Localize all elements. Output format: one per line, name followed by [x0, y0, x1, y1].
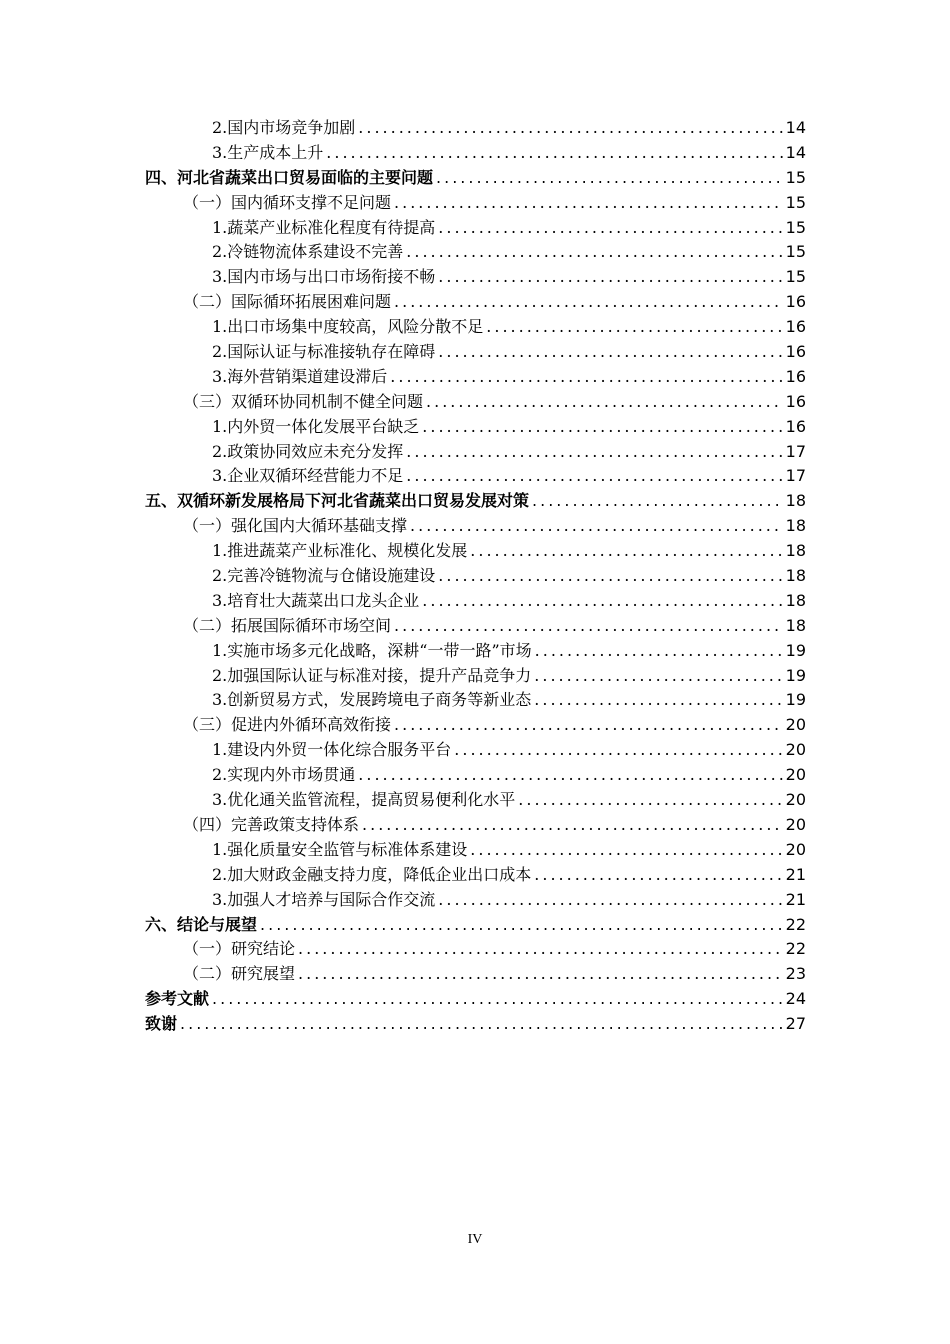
toc-entry-title: 2.完善冷链物流与仓储设施建设	[212, 566, 436, 586]
toc-entry-title: 2.实现内外市场贯通	[212, 765, 356, 785]
toc-entry-title: 3.培育壮大蔬菜出口龙头企业	[212, 590, 420, 610]
toc-entry-title: （三）促进内外循环高效衔接	[183, 715, 392, 735]
dot-leader	[326, 141, 782, 166]
dot-leader	[438, 265, 782, 290]
dot-leader	[394, 290, 783, 315]
toc-entry-page-number: 24	[785, 989, 806, 1009]
toc-entry-title: 1.蔬菜产业标准化程度有待提高	[212, 217, 436, 237]
toc-entry-title: 1.出口市场集中度较高，风险分散不足	[212, 317, 484, 337]
toc-entry[interactable]	[145, 763, 806, 788]
toc-entry-title: 六、结论与展望	[145, 914, 258, 934]
dot-leader	[534, 863, 782, 888]
toc-entry-title: 2.国内市场竞争加剧	[212, 118, 356, 137]
dot-leader	[534, 664, 782, 689]
toc-entry-page-number: 15	[785, 167, 806, 187]
dot-leader	[362, 813, 783, 838]
toc-entry-page-number: 16	[785, 342, 806, 362]
toc-entry-page-number: 21	[785, 864, 806, 884]
toc-entry[interactable]	[145, 340, 806, 365]
toc-entry-title: 2.政策协同效应未充分发挥	[212, 441, 404, 461]
toc-entry-title: （一）研究结论	[183, 939, 296, 959]
toc-entry-page-number: 14	[785, 142, 806, 162]
toc-entry-title: 五、双循环新发展格局下河北省蔬菜出口贸易发展对策	[145, 491, 530, 511]
dot-leader	[518, 788, 782, 813]
toc-entry-title: （四）完善政策支持体系	[183, 814, 360, 834]
toc-entry-title: 致谢	[145, 1014, 178, 1034]
toc-entry[interactable]	[145, 937, 806, 962]
toc-entry-page-number: 19	[785, 640, 806, 660]
toc-entry-title: 2.加大财政金融支持力度，降低企业出口成本	[212, 864, 532, 884]
toc-entry-title: 1.实施市场多元化战略，深耕“一带一路”市场	[212, 640, 532, 660]
toc-entry-page-number: 27	[785, 1014, 806, 1034]
dot-leader	[406, 240, 782, 265]
dot-leader	[298, 937, 783, 962]
toc-entry-page-number: 19	[785, 665, 806, 685]
toc-entry-title: （一）强化国内大循环基础支撑	[183, 516, 408, 536]
toc-entry[interactable]	[145, 888, 806, 913]
toc-entry-title: 1.推进蔬菜产业标准化、规模化发展	[212, 541, 468, 561]
toc-entry[interactable]	[145, 639, 806, 664]
toc-entry[interactable]	[145, 390, 806, 415]
toc-entry-page-number: 16	[785, 317, 806, 337]
toc-entry-page-number: 15	[785, 242, 806, 262]
toc-entry-title: 3.优化通关监管流程，提高贸易便利化水平	[212, 790, 516, 810]
toc-entry[interactable]	[145, 564, 806, 589]
dot-leader	[406, 440, 782, 465]
dot-leader	[486, 315, 782, 340]
dot-leader	[394, 713, 783, 738]
toc-entry-page-number: 18	[785, 615, 806, 635]
toc-entry-title: 1.建设内外贸一体化综合服务平台	[212, 740, 452, 760]
toc-entry-page-number: 17	[785, 441, 806, 461]
toc-entry-page-number: 18	[785, 491, 806, 511]
toc-entry[interactable]	[145, 913, 806, 938]
dot-leader	[422, 415, 782, 440]
table-of-contents	[145, 116, 806, 1037]
toc-entry[interactable]	[145, 315, 806, 340]
dot-leader	[394, 191, 783, 216]
toc-entry-page-number: 18	[785, 541, 806, 561]
toc-entry-page-number: 23	[785, 964, 806, 984]
toc-entry-page-number: 15	[785, 217, 806, 237]
toc-entry-page-number: 20	[785, 715, 806, 735]
dot-leader	[358, 116, 782, 141]
toc-entry[interactable]	[145, 514, 806, 539]
toc-entry[interactable]	[145, 713, 806, 738]
toc-entry-title: 3.国内市场与出口市场衔接不畅	[212, 267, 436, 287]
toc-entry[interactable]	[145, 813, 806, 838]
toc-entry[interactable]	[145, 265, 806, 290]
dot-leader	[535, 639, 783, 664]
toc-entry-page-number: 20	[785, 814, 806, 834]
toc-entry-title: 3.生产成本上升	[212, 142, 324, 162]
toc-entry-title: 1.内外贸一体化发展平台缺乏	[212, 416, 420, 436]
toc-entry[interactable]	[145, 614, 806, 639]
toc-entry[interactable]	[145, 838, 806, 863]
dot-leader	[534, 688, 782, 713]
dot-leader	[390, 365, 782, 390]
toc-entry-page-number: 15	[785, 267, 806, 287]
dot-leader	[436, 166, 783, 191]
dot-leader	[394, 614, 783, 639]
toc-entry[interactable]	[145, 191, 806, 216]
toc-entry-page-number: 17	[785, 466, 806, 486]
dot-leader	[532, 489, 783, 514]
toc-entry[interactable]	[145, 987, 806, 1012]
toc-entry-title: （二）拓展国际循环市场空间	[183, 615, 392, 635]
toc-entry[interactable]	[145, 863, 806, 888]
dot-leader	[438, 888, 782, 913]
toc-entry[interactable]	[145, 290, 806, 315]
toc-entry-title: 参考文献	[145, 989, 210, 1009]
toc-entry-page-number: 16	[785, 366, 806, 386]
toc-entry-title: 2.冷链物流体系建设不完善	[212, 242, 404, 262]
toc-entry[interactable]	[145, 962, 806, 987]
toc-entry-title: 2.国际认证与标准接轨存在障碍	[212, 342, 436, 362]
dot-leader	[298, 962, 783, 987]
toc-entry-title: 3.创新贸易方式，发展跨境电子商务等新业态	[212, 690, 532, 710]
toc-entry[interactable]	[145, 664, 806, 689]
toc-entry-page-number: 20	[785, 790, 806, 810]
dot-leader	[426, 390, 783, 415]
toc-entry-page-number: 19	[785, 690, 806, 710]
toc-entry[interactable]	[145, 365, 806, 390]
toc-entry-page-number: 22	[785, 914, 806, 934]
toc-entry-page-number: 22	[785, 939, 806, 959]
dot-leader	[454, 738, 782, 763]
toc-entry-page-number: 20	[785, 740, 806, 760]
toc-entry-page-number: 16	[785, 391, 806, 411]
dot-leader	[438, 340, 782, 365]
toc-entry-title: 四、河北省蔬菜出口贸易面临的主要问题	[145, 167, 434, 187]
toc-entry-title: （一）国内循环支撑不足问题	[183, 192, 392, 212]
toc-entry[interactable]	[145, 141, 806, 166]
toc-entry-title: 2.加强国际认证与标准对接，提升产品竞争力	[212, 665, 532, 685]
toc-entry[interactable]	[145, 738, 806, 763]
toc-entry[interactable]	[145, 489, 806, 514]
toc-entry[interactable]	[145, 464, 806, 489]
toc-entry[interactable]	[145, 589, 806, 614]
toc-entry-title: 3.海外营销渠道建设滞后	[212, 366, 388, 386]
toc-entry[interactable]	[145, 415, 806, 440]
toc-entry[interactable]	[145, 440, 806, 465]
dot-leader	[410, 514, 783, 539]
toc-entry[interactable]	[145, 166, 806, 191]
dot-leader	[406, 464, 782, 489]
dot-leader	[438, 564, 782, 589]
dot-leader	[358, 763, 782, 788]
toc-entry-page-number: 21	[785, 889, 806, 909]
toc-entry[interactable]	[145, 539, 806, 564]
dot-leader	[470, 539, 782, 564]
toc-entry-page-number: 20	[785, 839, 806, 859]
toc-entry-title: （二）研究展望	[183, 964, 296, 984]
toc-entry[interactable]	[145, 688, 806, 713]
toc-entry-page-number: 18	[785, 516, 806, 536]
page-number-footer: IV	[467, 1232, 483, 1247]
toc-entry-title: （三）双循环协同机制不健全问题	[183, 391, 424, 411]
dot-leader	[212, 987, 783, 1012]
toc-entry-title: 3.加强人才培养与国际合作交流	[212, 889, 436, 909]
toc-entry-page-number: 16	[785, 416, 806, 436]
toc-entry-page-number: 15	[785, 192, 806, 212]
toc-entry-page-number: 16	[785, 292, 806, 312]
toc-entry-title: 1.强化质量安全监管与标准体系建设	[212, 839, 468, 859]
dot-leader	[180, 1012, 783, 1037]
toc-entry-page-number: 18	[785, 590, 806, 610]
toc-entry[interactable]	[145, 116, 806, 141]
toc-entry-page-number: 18	[785, 566, 806, 586]
dot-leader	[438, 216, 782, 241]
toc-entry[interactable]	[145, 1012, 806, 1037]
toc-entry[interactable]	[145, 216, 806, 241]
dot-leader	[422, 589, 782, 614]
toc-entry-page-number: 14	[785, 118, 806, 137]
toc-entry-page-number: 20	[785, 765, 806, 785]
dot-leader	[470, 838, 782, 863]
toc-entry-title: （二）国际循环拓展困难问题	[183, 292, 392, 312]
toc-entry[interactable]	[145, 240, 806, 265]
dot-leader	[260, 913, 783, 938]
toc-entry[interactable]	[145, 788, 806, 813]
toc-entry-title: 3.企业双循环经营能力不足	[212, 466, 404, 486]
